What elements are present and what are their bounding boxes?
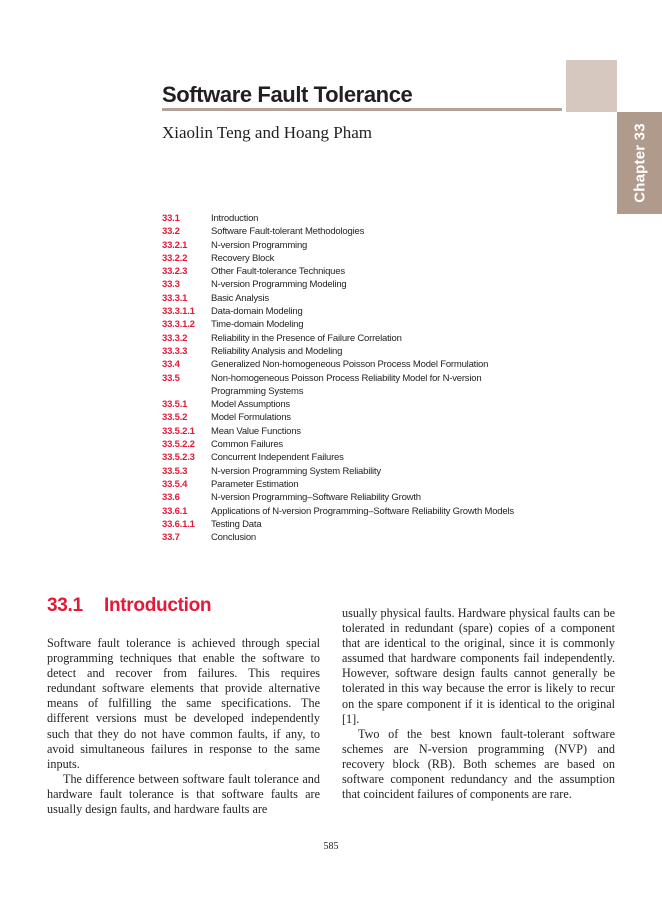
toc-number: 33.7: [162, 532, 180, 544]
chapter-tab: [617, 112, 662, 214]
toc-number: 33.5: [162, 372, 180, 384]
toc-title: Testing Data: [211, 518, 262, 530]
toc-title-line: Programming Systems: [211, 385, 304, 397]
toc-entry[interactable]: [162, 252, 582, 265]
toc-title: Model Assumptions: [211, 399, 290, 411]
toc-number: 33.5.2.2: [162, 439, 195, 451]
toc-title: N-version Programming System Reliability: [211, 465, 381, 477]
body-paragraph: usually physical faults. Hardware physical faults can be tolerated in redundant (spare) copies of a component that are identical to the original, since it is commonly assumed that hardware components fail independently. However, software design faults cannot generally be tolerated in this way because the error is likely to recur on the spare component if it is identical to the original [1].: [342, 606, 615, 726]
toc-entry[interactable]: [162, 425, 582, 438]
section-heading: [47, 595, 320, 620]
body-paragraph: Software fault tolerance is achieved through special programming techniques that enable the software to detect and recover from failures. This requires redundant software elements that provide alternative means of fulfilling the same specifications. The different versions must be developed independently such that they do not have common faults, if any, to avoid simultaneous failures in response to the same inputs.: [47, 636, 320, 771]
toc-title: Basic Analysis: [211, 292, 269, 304]
toc-entry[interactable]: [162, 305, 582, 318]
toc-entry[interactable]: [162, 505, 582, 518]
toc-title: Data-domain Modeling: [211, 306, 303, 318]
toc-title: Software Fault-tolerant Methodologies: [211, 226, 365, 238]
toc-entry[interactable]: [162, 345, 582, 358]
toc-number: 33.6.1.1: [162, 518, 195, 530]
toc-entry[interactable]: [162, 398, 582, 411]
toc-title: Model Formulations: [211, 412, 291, 424]
toc-number: 33.2.3: [162, 266, 188, 278]
toc-number: 33.3.1: [162, 292, 188, 304]
chapter-tab-decoration: [566, 60, 617, 112]
toc-title: Other Fault-tolerance Techniques: [211, 266, 345, 278]
toc-title: Generalized Non-homogeneous Poisson Process Model Formulation: [211, 359, 489, 371]
section-title: Introduction: [104, 595, 212, 616]
toc-entry[interactable]: [162, 318, 582, 331]
toc-entry[interactable]: [162, 292, 582, 305]
toc-entry[interactable]: [162, 239, 582, 252]
toc-number: 33.5.2.3: [162, 452, 195, 464]
toc-number: 33.4: [162, 359, 180, 371]
toc-number: 33.3.3: [162, 345, 188, 357]
chapter-tab-label: Chapter 33: [631, 123, 648, 203]
toc-title: N-version Programming–Software Reliability Growth: [211, 492, 421, 504]
toc-number: 33.5.2.1: [162, 425, 195, 437]
toc-entry[interactable]: [162, 478, 582, 491]
toc-entry[interactable]: [162, 332, 582, 345]
toc-number: 33.6: [162, 492, 180, 504]
toc-title: N-version Programming: [211, 239, 308, 251]
toc-entry[interactable]: [162, 465, 582, 478]
toc-title: Mean Value Functions: [211, 425, 301, 437]
toc-number: 33.6.1: [162, 505, 188, 517]
toc-entry[interactable]: [162, 212, 582, 225]
toc-entry[interactable]: [162, 278, 582, 291]
title-rule: [162, 108, 562, 111]
toc-entry[interactable]: [162, 438, 582, 451]
toc-number: 33.2.1: [162, 239, 188, 251]
toc-title: Reliability Analysis and Modeling: [211, 345, 343, 357]
toc-entry[interactable]: [162, 225, 582, 238]
toc-title: Applications of N-version Programming–Software Reliability Growth Models: [211, 505, 514, 517]
toc-number: 33.5.1: [162, 399, 188, 411]
chapter-title: Software Fault Tolerance: [162, 82, 413, 107]
toc-entry[interactable]: [162, 358, 582, 371]
toc-title: Reliability in the Presence of Failure Correlation: [211, 332, 402, 344]
toc-entry[interactable]: [162, 531, 582, 544]
toc-entry[interactable]: [162, 411, 582, 424]
toc-title: Common Failures: [211, 439, 283, 451]
toc-title: Parameter Estimation: [211, 478, 299, 490]
toc-title-line: Non-homogeneous Poisson Process Reliability Model for N-version: [211, 372, 482, 384]
section-number: 33.1: [47, 595, 83, 616]
toc-title: Recovery Block: [211, 252, 275, 264]
toc-number: 33.3: [162, 279, 180, 291]
toc-number: 33.3.1.1: [162, 306, 195, 318]
toc-entry[interactable]: [162, 372, 582, 399]
toc-entry[interactable]: [162, 451, 582, 464]
toc-entry[interactable]: [162, 265, 582, 278]
body-paragraph: The difference between software fault tolerance and hardware fault tolerance is that software faults are usually design faults, and hardware faults are: [47, 771, 320, 817]
toc-number: 33.3.2: [162, 332, 188, 344]
toc-number: 33.3.1.2: [162, 319, 195, 331]
chapter-authors: Xiaolin Teng and Hoang Pham: [162, 123, 373, 142]
toc-title: Time-domain Modeling: [211, 319, 304, 331]
toc-number: 33.2.2: [162, 252, 188, 264]
page-number: 585: [323, 841, 339, 852]
toc-number: 33.5.2: [162, 412, 188, 424]
toc-title: Conclusion: [211, 532, 256, 544]
toc-number: 33.2: [162, 226, 180, 238]
toc-entry[interactable]: [162, 491, 582, 504]
toc-number: 33.1: [162, 213, 180, 224]
body-column-left: [47, 595, 320, 817]
toc-title: Introduction: [211, 213, 259, 224]
toc-number: 33.5.3: [162, 465, 188, 477]
toc-title: Concurrent Independent Failures: [211, 452, 344, 464]
body-paragraph: Two of the best known fault-tolerant software schemes are N-version programming (NVP) and recovery block (RB). Both schemes are based on software component redundancy and the assumption that coincident failures of components are rare.: [342, 726, 615, 802]
toc-number: 33.5.4: [162, 478, 188, 490]
table-of-contents: [162, 212, 582, 544]
body-column-right: [342, 606, 615, 802]
toc-entry[interactable]: [162, 518, 582, 531]
toc-title: N-version Programming Modeling: [211, 279, 347, 291]
toc-title: [211, 372, 582, 399]
